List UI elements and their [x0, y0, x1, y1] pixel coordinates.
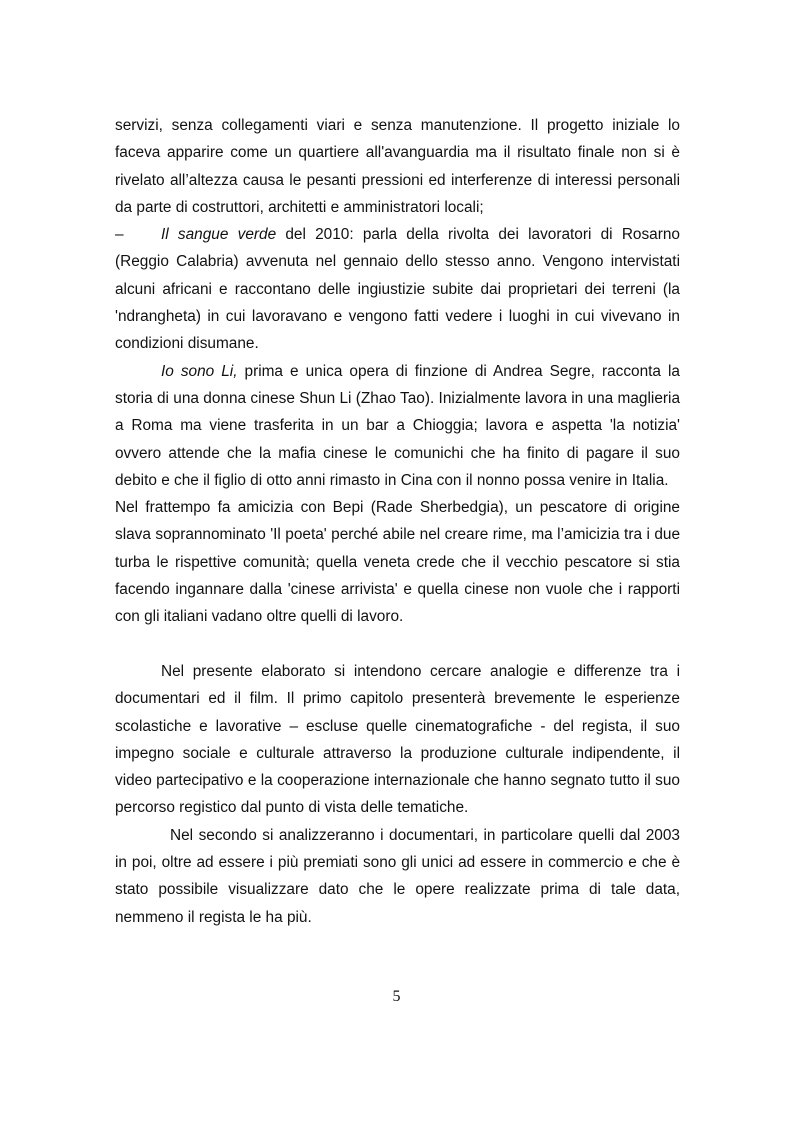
paragraph-gap: [115, 631, 680, 658]
page-number: 5: [392, 988, 401, 1005]
paragraph-bepi: Nel frattempo fa amicizia con Bepi (Rade Sherbedgia), un pescatore di origine slava soprannominato 'Il poeta' perché abile nel creare rime, ma l’amicizia tra i due turba le rispettive comunità; quella veneta crede che il vecchio pescatore si stia facendo ingannare dalla 'cinese arrivista' e quella cinese non vuole che i rapporti con gli italiani vadano oltre quelli di lavoro.: [115, 499, 680, 626]
paragraph-text: prima e unica opera di finzione di Andrea Segre, racconta la storia di una donna cinese Shun Li (Zhao Tao). Inizialmente lavora in una maglieria a Roma ma viene trasferita in un bar a Chioggia; lavora e aspetta 'la notizia' ovvero attende che la mafia cinese le comunichi che ha finito di pagare il suo debito e che il figlio di otto anni rimasto in Cina con il nonno possa venire in Italia.: [115, 362, 680, 489]
list-item-text: del 2010: parla della rivolta dei lavoratori di Rosarno (Reggio Calabria) avvenuta nel gennaio dello stesso anno. Vengono intervistati alcuni africani e raccontano delle ingiustizie subite dai proprietari dei terreni (la 'ndrangheta) in cui lavoravano e vengono fatti vedere i luoghi in cui vivevano in condizioni disumane.: [115, 226, 680, 353]
film-title-io-sono-li: Io sono Li,: [161, 362, 238, 380]
paragraph-elaborato: Nel presente elaborato si intendono cercare analogie e differenze tra i documentari ed il film. Il primo capitolo presenterà brevemente le esperienze scolastiche e lavorative – escluse quelle cinematografiche - del regista, il suo impegno sociale e culturale attraverso la produzione culturale indipendente, il video partecipativo e la cooperazione internazionale che hanno segnato tutto il suo percorso registico dal punto di vista delle tematiche.: [115, 662, 680, 817]
film-title-sangue-verde: Il sangue verde: [161, 226, 277, 244]
paragraph-continuation: servizi, senza collegamenti viari e senza manutenzione. Il progetto iniziale lo faceva apparire come un quartiere all'avanguardia ma il risultato finale non si è rivelato all’altezza causa le pesanti pressioni ed interferenze di interessi personali da parte di costruttori, architetti e amministratori locali;: [115, 117, 680, 216]
body-text: [115, 112, 680, 931]
paragraph-secondo-capitolo: Nel secondo si analizzeranno i documentari, in particolare quelli dal 2003 in poi, oltre ad essere i più premiati sono gli unici ad essere in commercio e che è stato possibile visualizzare dato che le opere realizzate prima di tale data, nemmeno il regista le ha più.: [115, 826, 680, 926]
paragraph-io-sono-li: [115, 358, 680, 494]
dash-marker: –: [115, 226, 124, 244]
list-item-sangue-verde: [115, 221, 680, 357]
